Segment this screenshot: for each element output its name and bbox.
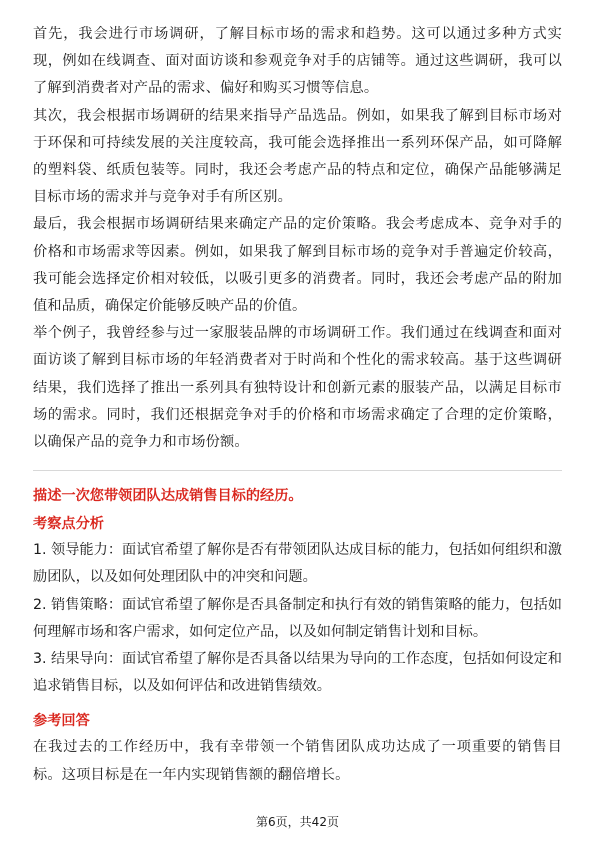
analysis-title: 考察点分析 [33,516,104,533]
question-heading: 描述一次您带领团队达成销售目标的经历。 [33,488,303,505]
body-paragraph-1: 首先，我会进行市场调研，了解目标市场的需求和趋势。这可以通过多种方式实现，例如在线调查、面对面访谈和参观竞争对手的店铺等。通过这些调研，我可以了解到消费者对产品的需求、偏好和购买习惯等信息。 [33,26,562,97]
analysis-item-1: 1. 领导能力：面试官希望了解你是否有带领团队达成目标的能力，包括如何组织和激励团队，以及如何处理团队中的冲突和问题。 [33,542,562,586]
analysis-item-2: 2. 销售策略：面试官希望了解你是否具备制定和执行有效的销售策略的能力，包括如何理解市场和客户需求，如何定位产品，以及如何制定销售计划和目标。 [33,596,562,640]
answer-paragraph: 在我过去的工作经历中，我有幸带领一个销售团队成功达成了一项重要的销售目标。这项目标是在一年内实现销售额的翻倍增长。 [33,739,562,783]
section-divider [33,470,562,471]
answer-title: 参考回答 [33,713,90,730]
analysis-item-3: 3. 结果导向：面试官希望了解你是否具备以结果为导向的工作态度，包括如何设定和追求销售目标，以及如何评估和改进销售绩效。 [33,651,562,695]
body-paragraph-3: 最后，我会根据市场调研结果来确定产品的定价策略。我会考虑成本、竞争对手的价格和市场需求等因素。例如，如果我了解到目标市场的竞争对手普遍定价较高，我可能会选择定价相对较低，以吸引更多的消费者。同时，我还会考虑产品的附加值和品质，确保定价能够反映产品的价值。 [33,216,562,315]
body-paragraph-2: 其次，我会根据市场调研的结果来指导产品选品。例如，如果我了解到目标市场对于环保和可持续发展的关注度较高，我可能会选择推出一系列环保产品，如可降解的塑料袋、纸质包装等。同时，我还会考虑产品的特点和定位，确保产品能够满足目标市场的需求并与竞争对手有所区别。 [33,107,562,206]
page-footer: 第6页，共42页 [256,815,339,829]
document-page [33,21,562,789]
body-paragraph-4: 举个例子，我曾经参与过一家服装品牌的市场调研工作。我们通过在线调查和面对面访谈了解到目标市场的年轻消费者对于时尚和个性化的需求较高。基于这些调研结果，我们选择了推出一系列具有独特设计和创新元素的服装产品，以满足目标市场的需求。同时，我们还根据竞争对手的价格和市场需求确定了合理的定价策略，以确保产品的竞争力和市场份额。 [33,325,562,451]
